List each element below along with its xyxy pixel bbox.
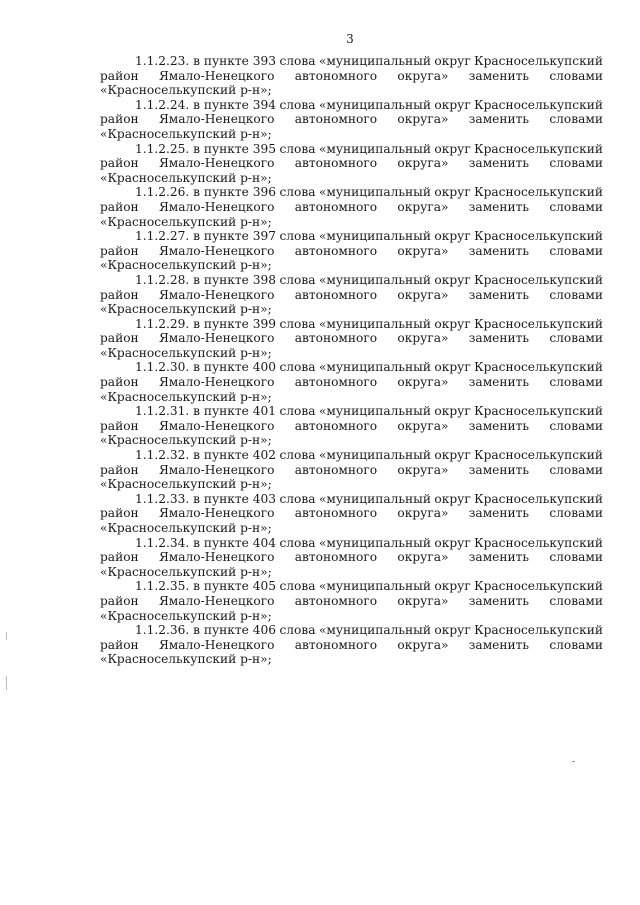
word-okrug: округ bbox=[434, 360, 471, 375]
amendment-line-2 bbox=[100, 331, 603, 346]
replacement-text: «Красноселькупский р-н»; bbox=[100, 608, 272, 623]
amendment-line-1 bbox=[100, 229, 603, 244]
word-zamenit: заменить bbox=[468, 506, 530, 521]
word-avtonomnogo: автономного bbox=[294, 550, 378, 565]
amendment-line-2 bbox=[100, 112, 603, 127]
amendment-line-3 bbox=[100, 127, 603, 142]
amendment-line-2 bbox=[100, 550, 603, 565]
word-yamalo: Ямало-Ненецкого bbox=[158, 287, 275, 302]
word-zamenit: заменить bbox=[468, 593, 530, 608]
word-zamenit: заменить bbox=[468, 156, 530, 171]
word-slovami: словами bbox=[549, 637, 603, 652]
amendment-item bbox=[100, 448, 603, 492]
word-okruga: округа» bbox=[397, 593, 449, 608]
amendment-list bbox=[100, 54, 603, 667]
word-slovami: словами bbox=[549, 550, 603, 565]
amendment-line-3 bbox=[100, 302, 603, 317]
amendment-line-2 bbox=[100, 419, 603, 434]
word-slova: слова bbox=[279, 54, 316, 68]
word-yamalo: Ямало-Ненецкого bbox=[158, 550, 275, 565]
amendment-prefix: 1.1.2.27. в пункте 397 bbox=[135, 229, 277, 244]
amendment-line-3 bbox=[100, 477, 603, 492]
replacement-text: «Красноселькупский р-н»; bbox=[100, 564, 272, 579]
word-municipal: «муниципальный bbox=[318, 185, 431, 200]
word-slovami: словами bbox=[549, 68, 603, 83]
word-rayon: район bbox=[100, 550, 139, 565]
word-slova: слова bbox=[279, 448, 316, 463]
amendment-line-1 bbox=[100, 98, 603, 113]
amendment-prefix: 1.1.2.26. в пункте 396 bbox=[135, 185, 277, 200]
word-yamalo: Ямало-Ненецкого bbox=[158, 156, 275, 171]
word-zamenit: заменить bbox=[468, 331, 530, 346]
word-krasnoselkupsky: Красноселькупский bbox=[474, 185, 603, 200]
word-krasnoselkupsky: Красноселькупский bbox=[474, 272, 603, 287]
word-municipal: «муниципальный bbox=[318, 141, 431, 156]
word-municipal: «муниципальный bbox=[318, 97, 431, 112]
word-yamalo: Ямало-Ненецкого bbox=[158, 375, 275, 390]
word-slova: слова bbox=[279, 360, 316, 375]
word-rayon: район bbox=[100, 375, 139, 390]
amendment-item bbox=[100, 536, 603, 580]
word-municipal: «муниципальный bbox=[318, 404, 431, 419]
word-rayon: район bbox=[100, 68, 139, 83]
word-slova: слова bbox=[279, 491, 316, 506]
word-okrug: округ bbox=[434, 579, 471, 594]
word-municipal: «муниципальный bbox=[318, 54, 431, 68]
scan-margin-mark bbox=[6, 676, 7, 690]
word-krasnoselkupsky: Красноселькупский bbox=[474, 448, 603, 463]
word-okrug: округ bbox=[434, 404, 471, 419]
word-rayon: район bbox=[100, 112, 139, 127]
amendment-item bbox=[100, 229, 603, 273]
amendment-line-1 bbox=[100, 404, 603, 419]
word-zamenit: заменить bbox=[468, 287, 530, 302]
word-zamenit: заменить bbox=[468, 243, 530, 258]
replacement-text: «Красноселькупский р-н»; bbox=[100, 126, 272, 141]
word-slova: слова bbox=[279, 185, 316, 200]
amendment-line-2 bbox=[100, 594, 603, 609]
amendment-item bbox=[100, 579, 603, 623]
amendment-line-3 bbox=[100, 171, 603, 186]
amendment-line-2 bbox=[100, 288, 603, 303]
amendment-line-3 bbox=[100, 258, 603, 273]
amendment-item bbox=[100, 492, 603, 536]
amendment-line-1 bbox=[100, 492, 603, 507]
amendment-line-3 bbox=[100, 521, 603, 536]
amendment-prefix: 1.1.2.24. в пункте 394 bbox=[135, 97, 277, 112]
word-okrug: округ bbox=[434, 272, 471, 287]
word-rayon: район bbox=[100, 287, 139, 302]
word-avtonomnogo: автономного bbox=[294, 375, 378, 390]
word-okrug: округ bbox=[434, 141, 471, 156]
amendment-line-2 bbox=[100, 244, 603, 259]
replacement-text: «Красноселькупский р-н»; bbox=[100, 521, 272, 535]
amendment-line-1 bbox=[100, 54, 603, 69]
word-avtonomnogo: автономного bbox=[294, 199, 378, 214]
amendment-line-1 bbox=[100, 273, 603, 288]
replacement-text: «Красноселькупский р-н»; bbox=[100, 258, 272, 273]
amendment-line-1 bbox=[100, 448, 603, 463]
word-okrug: округ bbox=[434, 535, 471, 550]
word-yamalo: Ямало-Ненецкого bbox=[158, 418, 275, 433]
word-rayon: район bbox=[100, 418, 139, 433]
word-slova: слова bbox=[279, 272, 316, 287]
amendment-line-3 bbox=[100, 652, 603, 667]
word-krasnoselkupsky: Красноселькупский bbox=[474, 54, 603, 68]
word-rayon: район bbox=[100, 331, 139, 346]
amendment-item bbox=[100, 273, 603, 317]
amendment-line-3 bbox=[100, 609, 603, 624]
word-slovami: словами bbox=[549, 331, 603, 346]
replacement-text: «Красноселькупский р-н»; bbox=[100, 389, 272, 404]
amendment-line-1 bbox=[100, 623, 603, 638]
word-krasnoselkupsky: Красноселькупский bbox=[474, 535, 603, 550]
word-slova: слова bbox=[279, 97, 316, 112]
amendment-item bbox=[100, 142, 603, 186]
amendment-prefix: 1.1.2.34. в пункте 404 bbox=[135, 535, 277, 550]
word-krasnoselkupsky: Красноселькупский bbox=[474, 229, 603, 244]
amendment-prefix: 1.1.2.33. в пункте 403 bbox=[135, 491, 277, 506]
word-rayon: район bbox=[100, 156, 139, 171]
amendment-line-3 bbox=[100, 565, 603, 580]
amendment-line-2 bbox=[100, 463, 603, 478]
word-zamenit: заменить bbox=[468, 418, 530, 433]
replacement-text: «Красноселькупский р-н»; bbox=[100, 345, 272, 360]
word-slovami: словами bbox=[549, 243, 603, 258]
word-krasnoselkupsky: Красноселькупский bbox=[474, 360, 603, 375]
word-rayon: район bbox=[100, 243, 139, 258]
amendment-line-2 bbox=[100, 638, 603, 653]
word-okruga: округа» bbox=[397, 199, 449, 214]
word-okrug: округ bbox=[434, 448, 471, 463]
word-rayon: район bbox=[100, 637, 139, 652]
word-okruga: округа» bbox=[397, 462, 449, 477]
word-municipal: «муниципальный bbox=[318, 229, 431, 244]
word-krasnoselkupsky: Красноселькупский bbox=[474, 141, 603, 156]
replacement-text: «Красноселькупский р-н»; bbox=[100, 302, 272, 317]
amendment-line-2 bbox=[100, 200, 603, 215]
amendment-line-3 bbox=[100, 215, 603, 230]
word-slovami: словами bbox=[549, 375, 603, 390]
word-municipal: «муниципальный bbox=[318, 316, 431, 331]
word-rayon: район bbox=[100, 199, 139, 214]
word-rayon: район bbox=[100, 506, 139, 521]
scan-margin-mark bbox=[6, 632, 7, 640]
replacement-text: «Красноселькупский р-н»; bbox=[100, 170, 272, 185]
amendment-item bbox=[100, 54, 603, 98]
word-okruga: округа» bbox=[397, 287, 449, 302]
word-slova: слова bbox=[279, 535, 316, 550]
word-krasnoselkupsky: Красноселькупский bbox=[474, 579, 603, 594]
word-avtonomnogo: автономного bbox=[294, 331, 378, 346]
word-avtonomnogo: автономного bbox=[294, 462, 378, 477]
word-avtonomnogo: автономного bbox=[294, 418, 378, 433]
amendment-line-2 bbox=[100, 375, 603, 390]
word-zamenit: заменить bbox=[468, 68, 530, 83]
replacement-text: «Красноселькупский р-н»; bbox=[100, 83, 272, 98]
word-okrug: округ bbox=[434, 54, 471, 68]
word-municipal: «муниципальный bbox=[318, 535, 431, 550]
word-avtonomnogo: автономного bbox=[294, 506, 378, 521]
word-okrug: округ bbox=[434, 97, 471, 112]
amendment-prefix: 1.1.2.29. в пункте 399 bbox=[135, 316, 277, 331]
amendment-item bbox=[100, 360, 603, 404]
amendment-item bbox=[100, 404, 603, 448]
amendment-line-1 bbox=[100, 360, 603, 375]
word-okruga: округа» bbox=[397, 112, 449, 127]
word-okrug: округ bbox=[434, 229, 471, 244]
word-municipal: «муниципальный bbox=[318, 623, 431, 638]
word-slovami: словами bbox=[549, 112, 603, 127]
word-okruga: округа» bbox=[397, 550, 449, 565]
word-yamalo: Ямало-Ненецкого bbox=[158, 331, 275, 346]
replacement-text: «Красноселькупский р-н»; bbox=[100, 477, 272, 492]
word-okruga: округа» bbox=[397, 156, 449, 171]
amendment-line-1 bbox=[100, 142, 603, 157]
word-slovami: словами bbox=[549, 462, 603, 477]
word-slovami: словами bbox=[549, 418, 603, 433]
word-yamalo: Ямало-Ненецкого bbox=[158, 506, 275, 521]
word-okruga: округа» bbox=[397, 637, 449, 652]
word-okruga: округа» bbox=[397, 506, 449, 521]
word-municipal: «муниципальный bbox=[318, 579, 431, 594]
word-municipal: «муниципальный bbox=[318, 448, 431, 463]
word-okrug: округ bbox=[434, 623, 471, 638]
word-slova: слова bbox=[279, 229, 316, 244]
amendment-item bbox=[100, 623, 603, 667]
amendment-line-3 bbox=[100, 83, 603, 98]
word-slova: слова bbox=[279, 623, 316, 638]
amendment-line-3 bbox=[100, 433, 603, 448]
word-okrug: округ bbox=[434, 185, 471, 200]
word-okruga: округа» bbox=[397, 68, 449, 83]
amendment-line-2 bbox=[100, 506, 603, 521]
word-okrug: округ bbox=[434, 491, 471, 506]
word-avtonomnogo: автономного bbox=[294, 243, 378, 258]
amendment-prefix: 1.1.2.36. в пункте 406 bbox=[135, 623, 277, 638]
word-krasnoselkupsky: Красноселькупский bbox=[474, 316, 603, 331]
word-avtonomnogo: автономного bbox=[294, 156, 378, 171]
word-slovami: словами bbox=[549, 199, 603, 214]
word-slovami: словами bbox=[549, 506, 603, 521]
word-avtonomnogo: автономного bbox=[294, 112, 378, 127]
amendment-line-3 bbox=[100, 346, 603, 361]
word-slovami: словами bbox=[549, 156, 603, 171]
amendment-line-3 bbox=[100, 390, 603, 405]
word-zamenit: заменить bbox=[468, 550, 530, 565]
word-yamalo: Ямало-Ненецкого bbox=[158, 593, 275, 608]
replacement-text: «Красноселькупский р-н»; bbox=[100, 652, 272, 667]
word-municipal: «муниципальный bbox=[318, 360, 431, 375]
word-zamenit: заменить bbox=[468, 199, 530, 214]
word-okrug: округ bbox=[434, 316, 471, 331]
amendment-line-1 bbox=[100, 317, 603, 332]
word-okruga: округа» bbox=[397, 418, 449, 433]
word-slova: слова bbox=[279, 316, 316, 331]
word-okruga: округа» bbox=[397, 331, 449, 346]
amendment-prefix: 1.1.2.23. в пункте 393 bbox=[135, 54, 277, 68]
word-rayon: район bbox=[100, 462, 139, 477]
replacement-text: «Красноселькупский р-н»; bbox=[100, 214, 272, 229]
word-zamenit: заменить bbox=[468, 112, 530, 127]
amendment-prefix: 1.1.2.28. в пункте 398 bbox=[135, 272, 277, 287]
word-krasnoselkupsky: Красноселькупский bbox=[474, 404, 603, 419]
word-avtonomnogo: автономного bbox=[294, 287, 378, 302]
amendment-prefix: 1.1.2.25. в пункте 395 bbox=[135, 141, 277, 156]
amendment-line-1 bbox=[100, 185, 603, 200]
word-slovami: словами bbox=[549, 287, 603, 302]
word-slovami: словами bbox=[549, 593, 603, 608]
amendment-prefix: 1.1.2.31. в пункте 401 bbox=[135, 404, 277, 419]
replacement-text: «Красноселькупский р-н»; bbox=[100, 433, 272, 448]
amendment-item bbox=[100, 185, 603, 229]
word-avtonomnogo: автономного bbox=[294, 593, 378, 608]
amendment-line-2 bbox=[100, 156, 603, 171]
word-krasnoselkupsky: Красноселькупский bbox=[474, 623, 603, 638]
word-yamalo: Ямало-Ненецкого bbox=[158, 199, 275, 214]
word-slova: слова bbox=[279, 141, 316, 156]
word-zamenit: заменить bbox=[468, 637, 530, 652]
amendment-prefix: 1.1.2.32. в пункте 402 bbox=[135, 448, 277, 463]
amendment-line-2 bbox=[100, 69, 603, 84]
word-yamalo: Ямало-Ненецкого bbox=[158, 462, 275, 477]
word-avtonomnogo: автономного bbox=[294, 637, 378, 652]
word-krasnoselkupsky: Красноселькупский bbox=[474, 97, 603, 112]
word-yamalo: Ямало-Ненецкого bbox=[158, 637, 275, 652]
amendment-item bbox=[100, 317, 603, 361]
word-okruga: округа» bbox=[397, 375, 449, 390]
word-municipal: «муниципальный bbox=[318, 272, 431, 287]
word-zamenit: заменить bbox=[468, 462, 530, 477]
word-rayon: район bbox=[100, 593, 139, 608]
amendment-prefix: 1.1.2.35. в пункте 405 bbox=[135, 579, 277, 594]
word-yamalo: Ямало-Ненецкого bbox=[158, 112, 275, 127]
word-municipal: «муниципальный bbox=[318, 491, 431, 506]
word-zamenit: заменить bbox=[468, 375, 530, 390]
amendment-prefix: 1.1.2.30. в пункте 400 bbox=[135, 360, 277, 375]
word-avtonomnogo: автономного bbox=[294, 68, 378, 83]
amendment-line-1 bbox=[100, 536, 603, 551]
scan-speck bbox=[572, 761, 575, 762]
word-okruga: округа» bbox=[397, 243, 449, 258]
amendment-line-1 bbox=[100, 579, 603, 594]
word-yamalo: Ямало-Ненецкого bbox=[158, 68, 275, 83]
word-krasnoselkupsky: Красноселькупский bbox=[474, 491, 603, 506]
page-number: 3 bbox=[346, 32, 354, 46]
word-yamalo: Ямало-Ненецкого bbox=[158, 243, 275, 258]
amendment-item bbox=[100, 98, 603, 142]
word-slova: слова bbox=[279, 579, 316, 594]
word-slova: слова bbox=[279, 404, 316, 419]
